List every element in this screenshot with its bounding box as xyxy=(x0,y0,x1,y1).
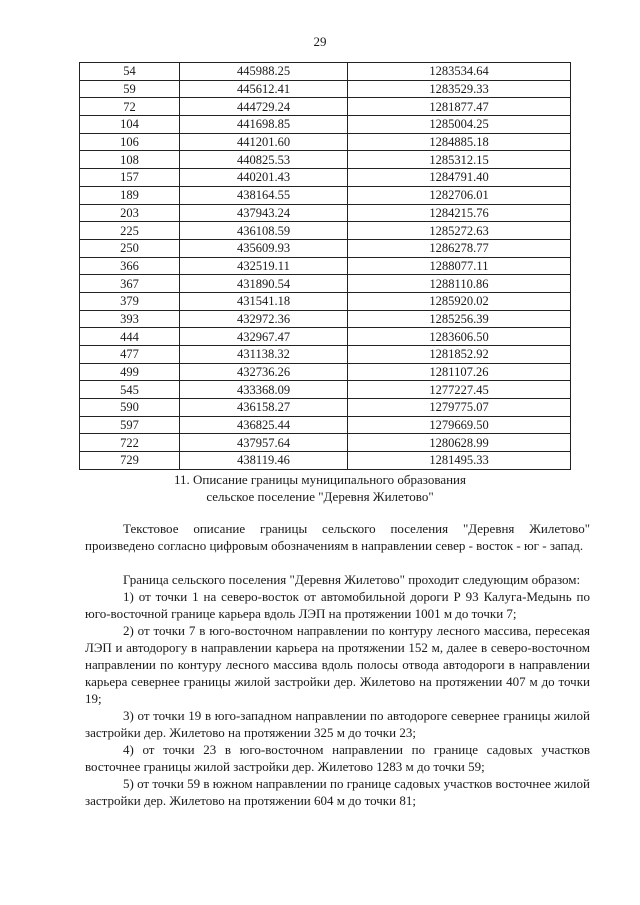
table-row xyxy=(80,292,571,310)
x-coordinate-cell: 432519.11 xyxy=(180,257,348,275)
table-row xyxy=(80,222,571,240)
page-number: 29 xyxy=(313,34,327,49)
table-row xyxy=(80,381,571,399)
table-row xyxy=(80,328,571,346)
point-number-cell: 250 xyxy=(80,239,180,257)
y-coordinate-cell: 1283529.33 xyxy=(348,80,571,98)
x-coordinate-cell: 445988.25 xyxy=(180,63,348,81)
x-coordinate-cell: 438119.46 xyxy=(180,452,348,470)
point-number-cell: 379 xyxy=(80,292,180,310)
x-coordinate-cell: 432967.47 xyxy=(180,328,348,346)
paragraph-boundary-start: Граница сельского поселения "Деревня Жилетово" проходит следующим образом: xyxy=(123,572,581,587)
x-coordinate-cell: 435609.93 xyxy=(180,239,348,257)
table-row xyxy=(80,363,571,381)
point-number-cell: 499 xyxy=(80,363,180,381)
point-number-cell: 203 xyxy=(80,204,180,222)
section-heading xyxy=(0,471,640,505)
x-coordinate-cell: 432736.26 xyxy=(180,363,348,381)
x-coordinate-cell: 438164.55 xyxy=(180,186,348,204)
x-coordinate-cell: 437957.64 xyxy=(180,434,348,452)
table-row xyxy=(80,416,571,434)
x-coordinate-cell: 436825.44 xyxy=(180,416,348,434)
point-number-cell: 189 xyxy=(80,186,180,204)
point-number-cell: 590 xyxy=(80,399,180,417)
y-coordinate-cell: 1281495.33 xyxy=(348,452,571,470)
y-coordinate-cell: 1279775.07 xyxy=(348,399,571,417)
y-coordinate-cell: 1285920.02 xyxy=(348,292,571,310)
x-coordinate-cell: 440201.43 xyxy=(180,169,348,187)
table-row xyxy=(80,239,571,257)
paragraph-item-2: 2) от точки 7 в юго-восточном направлении по контуру лесного массива, пересекая ЛЭП и автодорогу в направлении карьера на протяжении 152 м, далее в северо-восточном направлении по контуру лесного массива вдоль полосы отвода автодороги в направлении карьера севернее границы жилой застройки дер. Жилетово на протяжении 407 м до точки 19; xyxy=(85,623,590,706)
y-coordinate-cell: 1281852.92 xyxy=(348,346,571,364)
table-row xyxy=(80,133,571,151)
section-heading-line-2: сельское поселение "Деревня Жилетово" xyxy=(206,489,434,504)
x-coordinate-cell: 444729.24 xyxy=(180,98,348,116)
table-row xyxy=(80,169,571,187)
point-number-cell: 367 xyxy=(80,275,180,293)
paragraph-item-3: 3) от точки 19 в юго-западном направлении по автодороге севернее границы жилой застройки дер. Жилетово на протяжении 325 м до точки 23; xyxy=(85,708,590,740)
paragraph-intro: Текстовое описание границы сельского поселения "Деревня Жилетово" произведено согласно цифровым обозначениям в направлении север - восток - юг - запад. xyxy=(85,521,590,553)
x-coordinate-cell: 441201.60 xyxy=(180,133,348,151)
point-number-cell: 545 xyxy=(80,381,180,399)
point-number-cell: 393 xyxy=(80,310,180,328)
x-coordinate-cell: 433368.09 xyxy=(180,381,348,399)
table-row xyxy=(80,346,571,364)
point-number-cell: 729 xyxy=(80,452,180,470)
point-number-cell: 366 xyxy=(80,257,180,275)
point-number-cell: 157 xyxy=(80,169,180,187)
x-coordinate-cell: 437943.24 xyxy=(180,204,348,222)
point-number-cell: 108 xyxy=(80,151,180,169)
y-coordinate-cell: 1282706.01 xyxy=(348,186,571,204)
y-coordinate-cell: 1288110.86 xyxy=(348,275,571,293)
point-number-cell: 225 xyxy=(80,222,180,240)
y-coordinate-cell: 1285004.25 xyxy=(348,116,571,134)
paragraph-item-1: 1) от точки 1 на северо-восток от автомобильной дороги Р 93 Калуга-Медынь по юго-восточной границе карьера вдоль ЛЭП на протяжении 1001 м до точки 7; xyxy=(85,589,590,621)
table-row xyxy=(80,434,571,452)
x-coordinate-cell: 431890.54 xyxy=(180,275,348,293)
section-heading-line-1: 11. Описание границы муниципального образования xyxy=(173,472,466,487)
table-row xyxy=(80,63,571,81)
x-coordinate-cell: 436108.59 xyxy=(180,222,348,240)
point-number-cell: 477 xyxy=(80,346,180,364)
x-coordinate-cell: 440825.53 xyxy=(180,151,348,169)
point-number-cell: 722 xyxy=(80,434,180,452)
table-row xyxy=(80,80,571,98)
table-row xyxy=(80,204,571,222)
y-coordinate-cell: 1284791.40 xyxy=(348,169,571,187)
point-number-cell: 444 xyxy=(80,328,180,346)
table-row xyxy=(80,257,571,275)
table-row xyxy=(80,275,571,293)
point-number-cell: 54 xyxy=(80,63,180,81)
y-coordinate-cell: 1281107.26 xyxy=(348,363,571,381)
x-coordinate-cell: 432972.36 xyxy=(180,310,348,328)
x-coordinate-cell: 436158.27 xyxy=(180,399,348,417)
y-coordinate-cell: 1279669.50 xyxy=(348,416,571,434)
y-coordinate-cell: 1285256.39 xyxy=(348,310,571,328)
coordinates-table xyxy=(79,62,571,470)
y-coordinate-cell: 1284885.18 xyxy=(348,133,571,151)
x-coordinate-cell: 445612.41 xyxy=(180,80,348,98)
table-row xyxy=(80,310,571,328)
y-coordinate-cell: 1277227.45 xyxy=(348,381,571,399)
point-number-cell: 72 xyxy=(80,98,180,116)
coordinates-table-body xyxy=(80,63,571,470)
point-number-cell: 59 xyxy=(80,80,180,98)
table-row xyxy=(80,116,571,134)
paragraph-item-4: 4) от точки 23 в юго-восточном направлении по границе садовых участков восточнее границы жилой застройки дер. Жилетово 1283 м до точки 59; xyxy=(85,742,590,774)
table-row xyxy=(80,98,571,116)
y-coordinate-cell: 1288077.11 xyxy=(348,257,571,275)
y-coordinate-cell: 1284215.76 xyxy=(348,204,571,222)
boundary-description xyxy=(85,571,590,809)
point-number-cell: 104 xyxy=(80,116,180,134)
y-coordinate-cell: 1285312.15 xyxy=(348,151,571,169)
table-row xyxy=(80,399,571,417)
x-coordinate-cell: 441698.85 xyxy=(180,116,348,134)
y-coordinate-cell: 1283534.64 xyxy=(348,63,571,81)
intro-block xyxy=(85,520,590,554)
y-coordinate-cell: 1281877.47 xyxy=(348,98,571,116)
table-row xyxy=(80,452,571,470)
y-coordinate-cell: 1286278.77 xyxy=(348,239,571,257)
table-row xyxy=(80,151,571,169)
x-coordinate-cell: 431138.32 xyxy=(180,346,348,364)
point-number-cell: 106 xyxy=(80,133,180,151)
y-coordinate-cell: 1285272.63 xyxy=(348,222,571,240)
paragraph-item-5: 5) от точки 59 в южном направлении по границе садовых участков восточнее жилой застройки дер. Жилетово на протяжении 604 м до точки 81; xyxy=(85,776,590,808)
point-number-cell: 597 xyxy=(80,416,180,434)
table-row xyxy=(80,186,571,204)
y-coordinate-cell: 1283606.50 xyxy=(348,328,571,346)
x-coordinate-cell: 431541.18 xyxy=(180,292,348,310)
y-coordinate-cell: 1280628.99 xyxy=(348,434,571,452)
